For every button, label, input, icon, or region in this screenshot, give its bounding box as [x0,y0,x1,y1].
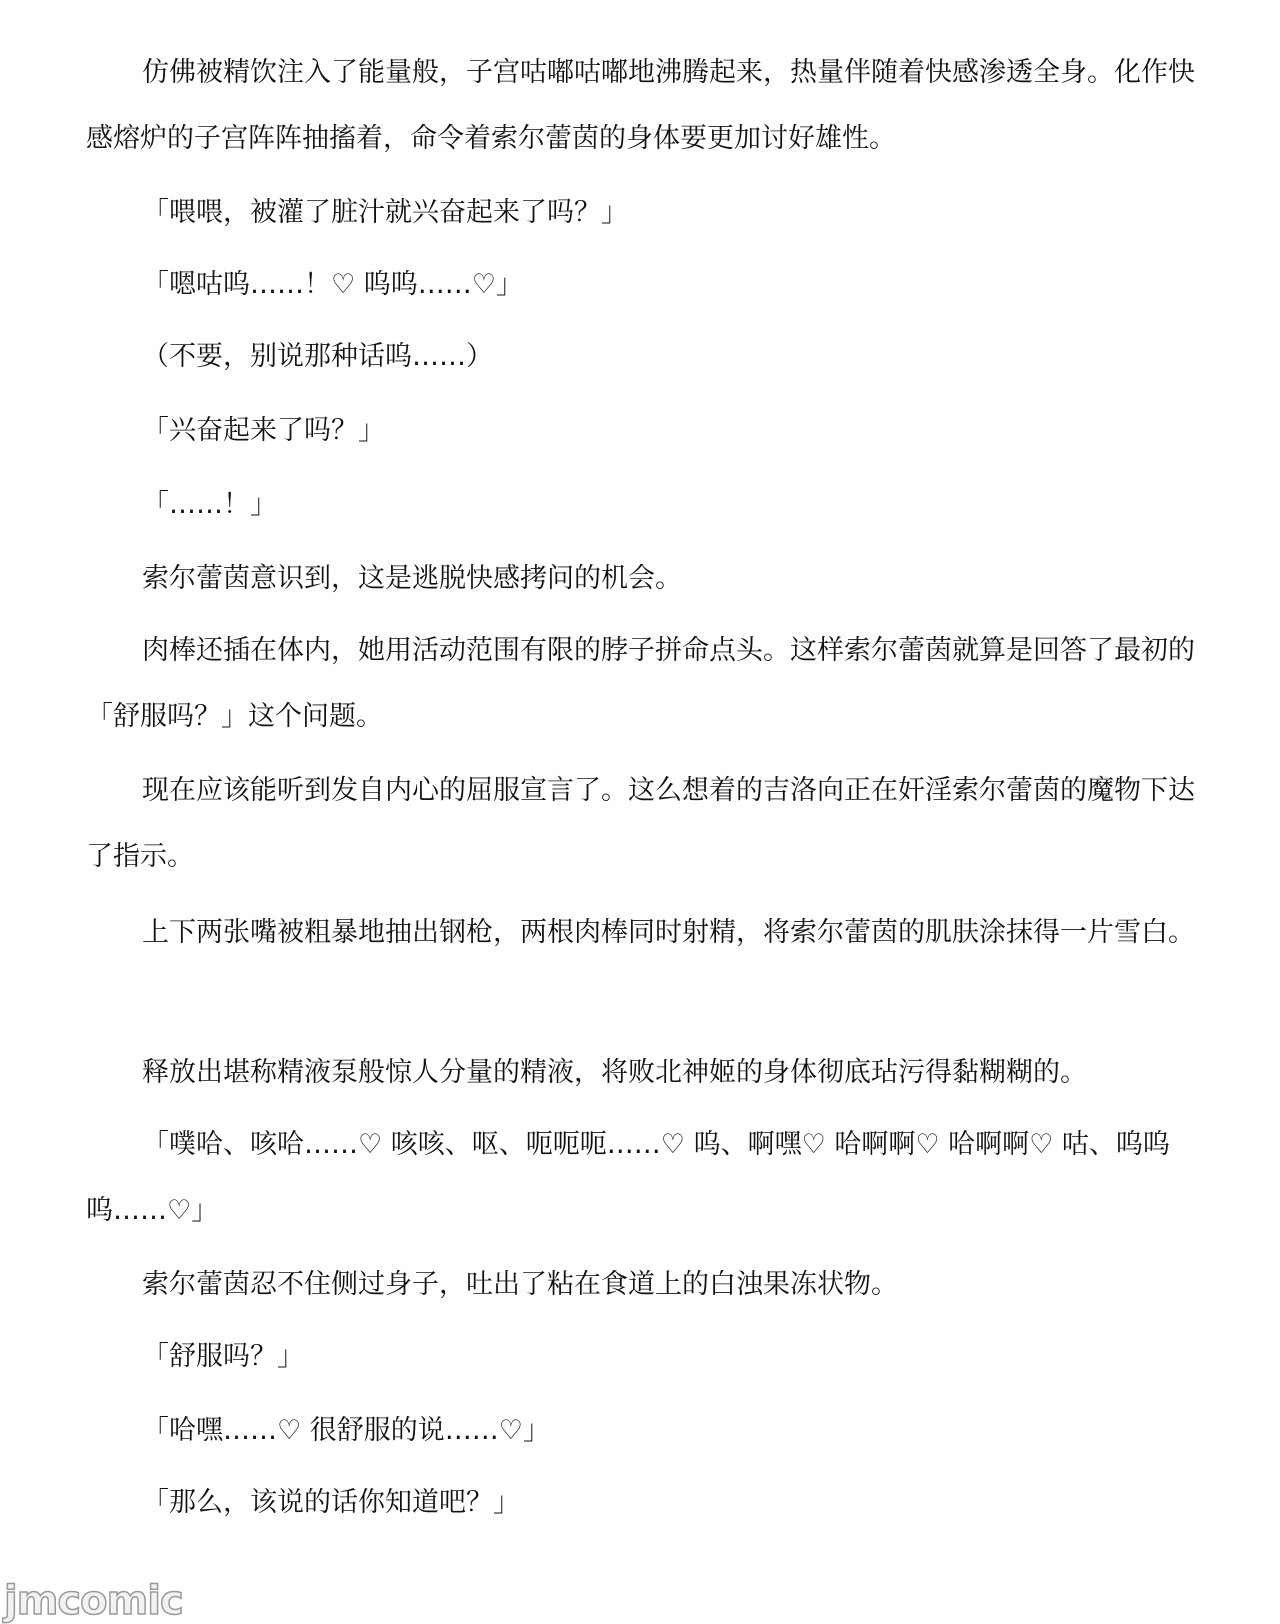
paragraph-5: 「兴奋起来了吗？」 [142,415,385,446]
paragraph-14: 「舒服吗？」 [142,1341,304,1372]
paragraph-8: 肉棒还插在体内，她用活动范围有限的脖子拼命点头。这样索尔蕾茵就算是回答了最初的「舒服吗？」这个问题。 [86,635,1195,732]
paragraph-11: 释放出堪称精液泵般惊人分量的精液，将败北神姬的身体彻底玷污得黏糊糊的。 [142,1057,1087,1088]
paragraph-6: 「……！」 [142,489,277,520]
paragraph-16: 「那么，该说的话你知道吧？」 [142,1487,520,1518]
paragraph-1: 仿佛被精饮注入了能量般，子宫咕嘟咕嘟地沸腾起来，热量伴随着快感渗透全身。化作快感熔炉的子宫阵阵抽搐着，命令着索尔蕾茵的身体要更加讨好雄性。 [86,57,1195,154]
paragraph-15: 「哈嘿……♡ 很舒服的说……♡」 [142,1415,550,1446]
paragraph-2: 「喂喂，被灌了脏汁就兴奋起来了吗？」 [142,197,628,228]
paragraph-7: 索尔蕾茵意识到，这是逃脱快感拷问的机会。 [142,563,682,594]
watermark-logo: jmcomic [4,1578,183,1624]
paragraph-9: 现在应该能听到发自内心的屈服宣言了。这么想着的吉洛向正在奸淫索尔蕾茵的魔物下达了指示。 [86,775,1195,872]
paragraph-13: 索尔蕾茵忍不住侧过身子，吐出了粘在食道上的白浊果冻状物。 [142,1269,898,1300]
paragraph-12: 「噗哈、咳哈……♡ 咳咳、呕、呃呃呃……♡ 呜、啊嘿♡ 哈啊啊♡ 哈啊啊♡ 咕、呜呜呜……♡」 [86,1129,1170,1226]
paragraph-4: （不要，别说那种话呜……） [142,341,493,372]
paragraph-3: 「嗯咕呜……！♡ 呜呜……♡」 [142,269,523,300]
paragraph-10: 上下两张嘴被粗暴地抽出钢枪，两根肉棒同时射精，将索尔蕾茵的肌肤涂抹得一片雪白。 [142,917,1195,948]
